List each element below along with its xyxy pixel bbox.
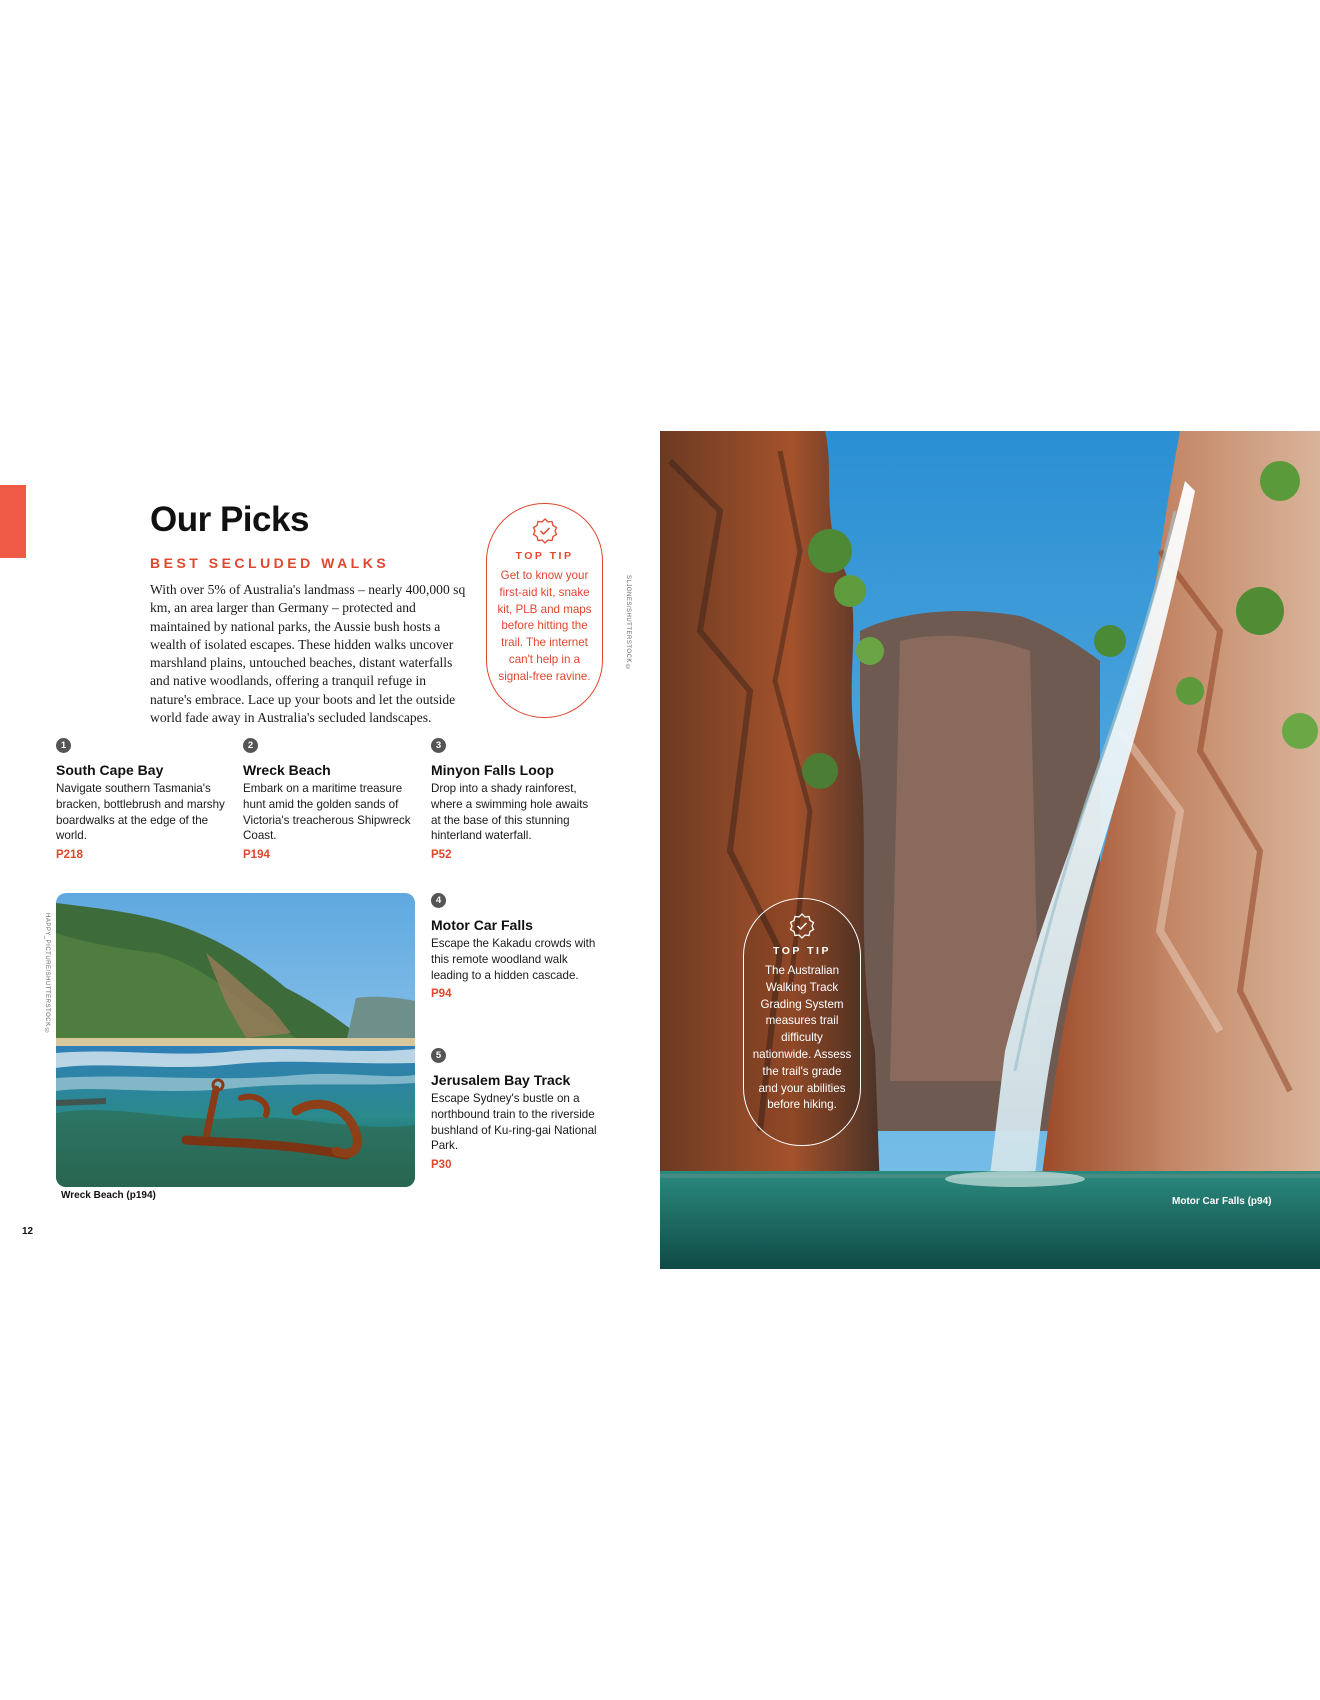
- page-number: 12: [22, 1226, 34, 1237]
- pick-title: Wreck Beach: [243, 762, 331, 778]
- pick-description: Escape Sydney's bustle on a northbound train to the riverside bushland of Ku-ring-gai National Park.: [431, 1092, 597, 1153]
- pick-number: 1: [56, 738, 71, 753]
- pick-page-ref[interactable]: P218: [56, 849, 83, 862]
- section-heading: BEST SECLUDED WALKS: [150, 555, 390, 571]
- page-title: Our Picks: [150, 500, 309, 539]
- pick-item: [431, 738, 601, 861]
- wreck-beach-photo: [56, 893, 415, 1187]
- pick-description: Escape the Kakadu crowds with this remote woodland walk leading to a hidden cascade.: [431, 937, 596, 982]
- pick-title: South Cape Bay: [56, 762, 164, 778]
- pick-item: [56, 738, 226, 861]
- badge-check-icon: [532, 518, 558, 544]
- pick-item: [431, 893, 601, 1000]
- photo-caption: Motor Car Falls (p94): [1172, 1196, 1272, 1207]
- pick-description: Drop into a shady rainforest, where a swimming hole awaits at the base of this stunning hinterland waterfall.: [431, 782, 589, 843]
- top-tip-label: TOP TIP: [515, 550, 574, 562]
- pick-number: 5: [431, 1048, 446, 1063]
- pick-page-ref[interactable]: P52: [431, 849, 452, 862]
- badge-check-icon: [789, 913, 815, 939]
- pick-number: 2: [243, 738, 258, 753]
- pick-title: Motor Car Falls: [431, 917, 533, 933]
- intro-paragraph: With over 5% of Australia's landmass – nearly 400,000 sq km, an area larger than Germany – protected and maintained by national parks, the Aussie bush hosts a wealth of isolated escapes. These hidden walks uncover marshland plains, untouched beaches, distant waterfalls and native woodlands, offering a tranquil refuge in nature's embrace. Lace up your boots and let the outside world fade away in Australia's secluded landscapes.: [150, 582, 466, 726]
- top-tip-label: TOP TIP: [773, 945, 831, 957]
- pick-title: Minyon Falls Loop: [431, 762, 554, 778]
- top-tip-text: The Australian Walking Track Grading System measures trail difficulty nationwide. Assess the trail's grade and your abilities before hiking.: [752, 964, 852, 1112]
- pick-item: [243, 738, 413, 861]
- pick-page-ref[interactable]: P194: [243, 849, 270, 862]
- pick-description: Embark on a maritime treasure hunt amid the golden sands of Victoria's treacherous Shipwreck Coast.: [243, 782, 411, 843]
- pick-page-ref[interactable]: P94: [431, 988, 452, 1001]
- top-tip-box: [743, 898, 861, 1146]
- top-tip-box: [486, 503, 603, 718]
- pick-description: Navigate southern Tasmania's bracken, bottlebrush and marshy boardwalks at the edge of the world.: [56, 782, 225, 843]
- pick-title: Jerusalem Bay Track: [431, 1072, 571, 1088]
- photo-credit: SLJONES/SHUTTERSTOCK ©: [625, 575, 631, 672]
- photo-credit: HAPPY_PICTURE/SHUTTERSTOCK ©: [44, 913, 50, 1036]
- pick-item: [431, 1048, 601, 1171]
- photo-caption: Wreck Beach (p194): [61, 1190, 156, 1201]
- chapter-tab-left: [0, 485, 26, 558]
- pick-number: 4: [431, 893, 446, 908]
- top-tip-text: Get to know your first-aid kit, snake kit, PLB and maps before hitting the trail. The internet can't help in a signal-free ravine.: [497, 569, 592, 683]
- pick-page-ref[interactable]: P30: [431, 1159, 452, 1172]
- pick-number: 3: [431, 738, 446, 753]
- motor-car-falls-photo: [660, 431, 1320, 1269]
